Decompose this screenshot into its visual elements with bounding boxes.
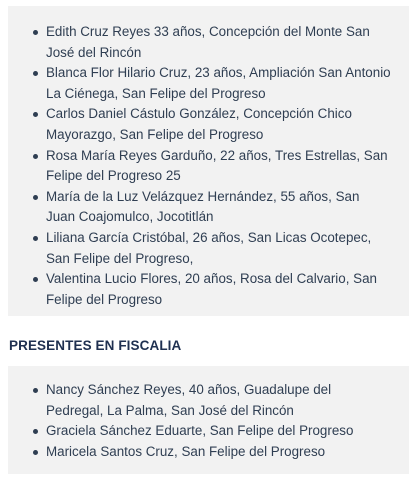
bullet-icon bbox=[33, 154, 38, 159]
bullet-icon bbox=[33, 195, 38, 200]
list-item: Maricela Santos Cruz, San Felipe del Progreso bbox=[46, 442, 409, 463]
list-item: Valentina Lucio Flores, 20 años, Rosa del Calvario, San Felipe del Progreso bbox=[46, 269, 409, 310]
bullet-icon bbox=[33, 112, 38, 117]
bullet-icon bbox=[33, 429, 38, 434]
list-item: María de la Luz Velázquez Hernández, 55 años, San Juan Coajomulco, Jocotitlán bbox=[46, 187, 409, 228]
victims-list-box bbox=[8, 6, 409, 316]
bullet-icon bbox=[33, 277, 38, 282]
list-item: Liliana García Cristóbal, 26 años, San Licas Ocotepec, San Felipe del Progreso, bbox=[46, 228, 409, 269]
bullet-icon bbox=[33, 450, 38, 455]
list-item: Carlos Daniel Cástulo González, Concepción Chico Mayorazgo, San Felipe del Progreso bbox=[46, 104, 409, 145]
present-list bbox=[8, 380, 409, 462]
list-item: Rosa María Reyes Garduño, 22 años, Tres Estrellas, San Felipe del Progreso 25 bbox=[46, 146, 409, 187]
victims-list bbox=[8, 22, 409, 310]
bullet-icon bbox=[33, 30, 38, 35]
list-item: Blanca Flor Hilario Cruz, 23 años, Ampliación San Antonio La Ciénega, San Felipe del Progreso bbox=[46, 63, 409, 104]
list-item: Nancy Sánchez Reyes, 40 años, Guadalupe del Pedregal, La Palma, San José del Rincón bbox=[46, 380, 409, 421]
present-list-box bbox=[8, 366, 409, 474]
bullet-icon bbox=[33, 388, 38, 393]
section-heading: PRESENTES EN FISCALIA bbox=[9, 338, 182, 353]
list-item: Edith Cruz Reyes 33 años, Concepción del Monte San José del Rincón bbox=[46, 22, 409, 63]
bullet-icon bbox=[33, 71, 38, 76]
list-item: Graciela Sánchez Eduarte, San Felipe del Progreso bbox=[46, 421, 409, 442]
bullet-icon bbox=[33, 236, 38, 241]
